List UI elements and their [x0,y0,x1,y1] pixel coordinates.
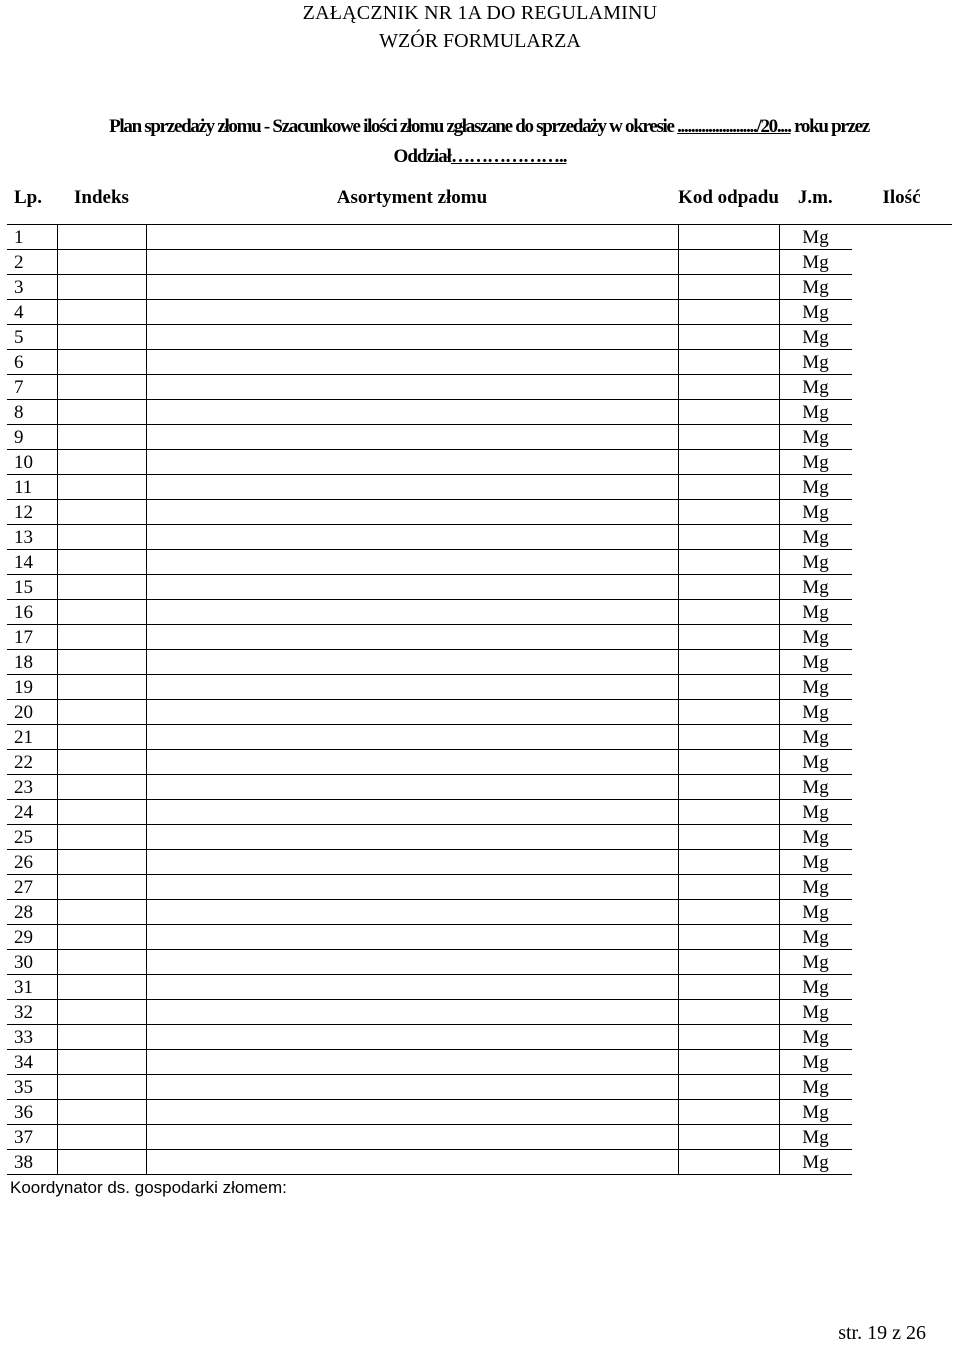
row-assortment-cell[interactable] [146,300,678,325]
row-unit: Mg [779,350,852,375]
row-quantity-cell[interactable] [852,900,952,925]
table-row [7,325,952,350]
row-assortment-cell[interactable] [146,875,678,900]
row-lp: 7 [7,375,57,400]
row-index-cell[interactable] [57,650,146,675]
row-lp: 8 [7,400,57,425]
row-lp: 35 [7,1075,57,1100]
row-index-cell[interactable] [57,425,146,450]
row-index-cell[interactable] [57,375,146,400]
table-row [7,525,952,550]
row-index-cell[interactable] [57,800,146,825]
row-lp: 13 [7,525,57,550]
table-row [7,350,952,375]
row-assortment-cell[interactable] [146,450,678,475]
row-unit: Mg [779,850,852,875]
row-lp: 15 [7,575,57,600]
row-code-cell[interactable] [678,625,779,650]
row-quantity-cell[interactable] [852,850,952,875]
row-index-cell[interactable] [57,450,146,475]
row-quantity-cell[interactable] [852,300,952,325]
row-lp: 30 [7,950,57,975]
row-lp: 31 [7,975,57,1000]
row-code-cell[interactable] [678,1100,779,1125]
row-code-cell[interactable] [678,325,779,350]
form-title: WZÓR FORMULARZA [379,30,581,52]
row-lp: 3 [7,275,57,300]
row-assortment-cell[interactable] [146,400,678,425]
table-row [7,275,952,300]
row-lp: 25 [7,825,57,850]
row-unit: Mg [779,750,852,775]
table-row [7,450,952,475]
row-unit: Mg [779,800,852,825]
table-row [7,950,952,975]
row-code-cell[interactable] [678,350,779,375]
row-unit: Mg [779,275,852,300]
table-row [7,1100,952,1125]
row-lp: 23 [7,775,57,800]
row-quantity-cell[interactable] [852,825,952,850]
row-code-cell[interactable] [678,700,779,725]
row-index-cell[interactable] [57,700,146,725]
row-assortment-cell[interactable] [146,675,678,700]
table-row [7,825,952,850]
row-lp: 20 [7,700,57,725]
row-assortment-cell[interactable] [146,825,678,850]
row-quantity-cell[interactable] [852,425,952,450]
row-unit: Mg [779,900,852,925]
row-code-cell[interactable] [678,525,779,550]
row-lp: 26 [7,850,57,875]
row-assortment-cell[interactable] [146,850,678,875]
row-quantity-cell[interactable] [852,275,952,300]
row-assortment-cell[interactable] [146,325,678,350]
table-row [7,1125,952,1150]
table-body [7,225,952,1175]
row-lp: 4 [7,300,57,325]
row-code-cell[interactable] [678,1125,779,1150]
header-code: Kod odpadu [678,172,779,225]
row-code-cell[interactable] [678,575,779,600]
row-lp: 28 [7,900,57,925]
row-unit: Mg [779,300,852,325]
header-index: Indeks [57,172,146,225]
row-lp: 29 [7,925,57,950]
table-row [7,475,952,500]
row-lp: 14 [7,550,57,575]
row-code-cell[interactable] [678,800,779,825]
row-quantity-cell[interactable] [852,650,952,675]
header-lp: Lp. [7,172,57,225]
row-lp: 11 [7,475,57,500]
row-index-cell[interactable] [57,975,146,1000]
row-quantity-cell[interactable] [852,475,952,500]
branch-line [0,146,960,168]
row-quantity-cell[interactable] [852,375,952,400]
row-unit: Mg [779,625,852,650]
row-assortment-cell[interactable] [146,350,678,375]
table-row [7,675,952,700]
row-unit: Mg [779,1125,852,1150]
row-assortment-cell[interactable] [146,475,678,500]
table-row [7,700,952,725]
row-unit: Mg [779,325,852,350]
page-number: str. 19 z 26 [838,1322,926,1344]
row-code-cell[interactable] [678,900,779,925]
table-row [7,775,952,800]
row-quantity-cell[interactable] [852,325,952,350]
plan-suffix: roku przez [790,116,869,137]
row-quantity-cell[interactable] [852,975,952,1000]
table-row [7,900,952,925]
row-code-cell[interactable] [678,300,779,325]
table-row [7,875,952,900]
row-lp: 27 [7,875,57,900]
row-quantity-cell[interactable] [852,675,952,700]
row-code-cell[interactable] [678,1150,779,1175]
table-row [7,725,952,750]
row-lp: 19 [7,675,57,700]
row-lp: 10 [7,450,57,475]
table-row [7,1075,952,1100]
row-code-cell[interactable] [678,375,779,400]
row-assortment-cell[interactable] [146,500,678,525]
row-assortment-cell[interactable] [146,1100,678,1125]
row-assortment-cell[interactable] [146,550,678,575]
row-unit: Mg [779,375,852,400]
row-unit: Mg [779,475,852,500]
row-unit: Mg [779,925,852,950]
row-unit: Mg [779,975,852,1000]
table-row [7,225,952,250]
row-assortment-cell[interactable] [146,750,678,775]
row-lp: 22 [7,750,57,775]
plan-heading [24,116,954,138]
table-row [7,800,952,825]
row-lp: 37 [7,1125,57,1150]
row-index-cell[interactable] [57,1025,146,1050]
row-index-cell[interactable] [57,925,146,950]
row-unit: Mg [779,775,852,800]
table-header-row [7,172,952,225]
row-quantity-cell[interactable] [852,875,952,900]
row-unit: Mg [779,875,852,900]
row-index-cell[interactable] [57,400,146,425]
row-unit: Mg [779,425,852,450]
row-code-cell[interactable] [678,600,779,625]
row-code-cell[interactable] [678,1075,779,1100]
row-quantity-cell[interactable] [852,1150,952,1175]
row-lp: 17 [7,625,57,650]
table-row [7,575,952,600]
scrap-sales-table [7,172,952,1175]
row-index-cell[interactable] [57,500,146,525]
row-unit: Mg [779,1150,852,1175]
table-row [7,650,952,675]
row-index-cell[interactable] [57,300,146,325]
row-lp: 16 [7,600,57,625]
table-row [7,300,952,325]
row-quantity-cell[interactable] [852,625,952,650]
row-index-cell[interactable] [57,550,146,575]
row-unit: Mg [779,1100,852,1125]
row-code-cell[interactable] [678,1000,779,1025]
annex-title: ZAŁĄCZNIK NR 1A DO REGULAMINU [302,2,658,24]
header-unit: J.m. [779,172,852,225]
row-quantity-cell[interactable] [852,1100,952,1125]
row-index-cell[interactable] [57,950,146,975]
row-index-cell[interactable] [57,1125,146,1150]
row-unit: Mg [779,950,852,975]
row-index-cell[interactable] [57,1075,146,1100]
row-index-cell[interactable] [57,525,146,550]
row-index-cell[interactable] [57,1050,146,1075]
row-unit: Mg [779,550,852,575]
table-row [7,600,952,625]
table-row [7,925,952,950]
row-lp: 32 [7,1000,57,1025]
row-unit: Mg [779,500,852,525]
row-assortment-cell[interactable] [146,250,678,275]
row-lp: 33 [7,1025,57,1050]
table-row [7,500,952,525]
row-assortment-cell[interactable] [146,375,678,400]
row-code-cell[interactable] [678,400,779,425]
row-code-cell[interactable] [678,475,779,500]
table-row [7,1050,952,1075]
row-quantity-cell[interactable] [852,950,952,975]
row-lp: 5 [7,325,57,350]
row-code-cell[interactable] [678,225,779,250]
row-assortment-cell[interactable] [146,900,678,925]
row-lp: 24 [7,800,57,825]
row-unit: Mg [779,675,852,700]
row-code-cell[interactable] [678,925,779,950]
row-code-cell[interactable] [678,950,779,975]
row-unit: Mg [779,400,852,425]
row-index-cell[interactable] [57,850,146,875]
row-lp: 1 [7,225,57,250]
row-assortment-cell[interactable] [146,600,678,625]
row-unit: Mg [779,450,852,475]
row-lp: 6 [7,350,57,375]
row-code-cell[interactable] [678,850,779,875]
row-assortment-cell[interactable] [146,700,678,725]
table-row [7,1000,952,1025]
row-quantity-cell[interactable] [852,525,952,550]
row-assortment-cell[interactable] [146,1000,678,1025]
row-code-cell[interactable] [678,550,779,575]
table-row [7,850,952,875]
row-unit: Mg [779,650,852,675]
row-unit: Mg [779,1050,852,1075]
row-assortment-cell[interactable] [146,275,678,300]
row-unit: Mg [779,600,852,625]
row-quantity-cell[interactable] [852,925,952,950]
row-quantity-cell[interactable] [852,250,952,275]
row-assortment-cell[interactable] [146,725,678,750]
plan-text: Plan sprzedaży złomu - Szacunkowe ilości złomu zgłaszane do sprzedaży w okresie [109,116,674,137]
table-row [7,250,952,275]
row-index-cell[interactable] [57,1150,146,1175]
row-index-cell[interactable] [57,725,146,750]
row-code-cell[interactable] [678,650,779,675]
row-index-cell[interactable] [57,825,146,850]
row-assortment-cell[interactable] [146,575,678,600]
row-unit: Mg [779,250,852,275]
row-assortment-cell[interactable] [146,925,678,950]
row-unit: Mg [779,225,852,250]
row-quantity-cell[interactable] [852,700,952,725]
row-assortment-cell[interactable] [146,1025,678,1050]
row-code-cell[interactable] [678,450,779,475]
row-index-cell[interactable] [57,275,146,300]
row-index-cell[interactable] [57,325,146,350]
row-code-cell[interactable] [678,975,779,1000]
table-row [7,750,952,775]
row-code-cell[interactable] [678,750,779,775]
row-assortment-cell[interactable] [146,975,678,1000]
row-assortment-cell[interactable] [146,225,678,250]
row-code-cell[interactable] [678,775,779,800]
row-assortment-cell[interactable] [146,425,678,450]
row-quantity-cell[interactable] [852,450,952,475]
table-row [7,1150,952,1175]
row-index-cell[interactable] [57,600,146,625]
row-assortment-cell[interactable] [146,1150,678,1175]
row-lp: 38 [7,1150,57,1175]
row-lp: 12 [7,500,57,525]
row-unit: Mg [779,575,852,600]
row-assortment-cell[interactable] [146,1125,678,1150]
table-row [7,550,952,575]
row-quantity-cell[interactable] [852,600,952,625]
row-index-cell[interactable] [57,750,146,775]
header-assortment: Asortyment złomu [146,172,678,225]
row-index-cell[interactable] [57,575,146,600]
row-index-cell[interactable] [57,875,146,900]
row-index-cell[interactable] [57,475,146,500]
table-row [7,400,952,425]
row-index-cell[interactable] [57,225,146,250]
row-quantity-cell[interactable] [852,225,952,250]
row-unit: Mg [779,1000,852,1025]
row-quantity-cell[interactable] [852,1125,952,1150]
row-code-cell[interactable] [678,825,779,850]
row-assortment-cell[interactable] [146,775,678,800]
row-code-cell[interactable] [678,275,779,300]
row-lp: 18 [7,650,57,675]
row-quantity-cell[interactable] [852,1050,952,1075]
row-code-cell[interactable] [678,425,779,450]
row-assortment-cell[interactable] [146,1050,678,1075]
branch-value: ……………….. [450,146,567,167]
row-lp: 9 [7,425,57,450]
row-quantity-cell[interactable] [852,350,952,375]
table-row [7,425,952,450]
row-lp: 2 [7,250,57,275]
row-code-cell[interactable] [678,725,779,750]
row-unit: Mg [779,1025,852,1050]
row-code-cell[interactable] [678,250,779,275]
row-unit: Mg [779,725,852,750]
row-quantity-cell[interactable] [852,575,952,600]
row-index-cell[interactable] [57,350,146,375]
row-code-cell[interactable] [678,875,779,900]
row-assortment-cell[interactable] [146,625,678,650]
row-assortment-cell[interactable] [146,525,678,550]
row-code-cell[interactable] [678,500,779,525]
table-row [7,625,952,650]
row-quantity-cell[interactable] [852,800,952,825]
row-unit: Mg [779,700,852,725]
row-lp: 34 [7,1050,57,1075]
row-assortment-cell[interactable] [146,1075,678,1100]
table-row [7,1025,952,1050]
row-index-cell[interactable] [57,900,146,925]
row-quantity-cell[interactable] [852,750,952,775]
row-code-cell[interactable] [678,675,779,700]
table-row [7,975,952,1000]
row-assortment-cell[interactable] [146,950,678,975]
row-quantity-cell[interactable] [852,400,952,425]
row-quantity-cell[interactable] [852,500,952,525]
row-index-cell[interactable] [57,775,146,800]
row-index-cell[interactable] [57,1000,146,1025]
row-index-cell[interactable] [57,250,146,275]
row-quantity-cell[interactable] [852,1025,952,1050]
table-row [7,375,952,400]
coordinator-label: Koordynator ds. gospodarki złomem: [10,1178,287,1197]
row-quantity-cell[interactable] [852,775,952,800]
row-quantity-cell[interactable] [852,1000,952,1025]
row-code-cell[interactable] [678,1025,779,1050]
row-quantity-cell[interactable] [852,1075,952,1100]
row-quantity-cell[interactable] [852,725,952,750]
plan-period: ......................./20.... [677,116,791,137]
row-lp: 21 [7,725,57,750]
row-assortment-cell[interactable] [146,800,678,825]
row-assortment-cell[interactable] [146,650,678,675]
row-index-cell[interactable] [57,675,146,700]
header-quantity: Ilość [852,172,952,225]
row-unit: Mg [779,1075,852,1100]
row-unit: Mg [779,525,852,550]
row-code-cell[interactable] [678,1050,779,1075]
row-lp: 36 [7,1100,57,1125]
row-unit: Mg [779,825,852,850]
row-index-cell[interactable] [57,1100,146,1125]
row-quantity-cell[interactable] [852,550,952,575]
branch-label: Oddział [393,146,451,167]
row-index-cell[interactable] [57,625,146,650]
